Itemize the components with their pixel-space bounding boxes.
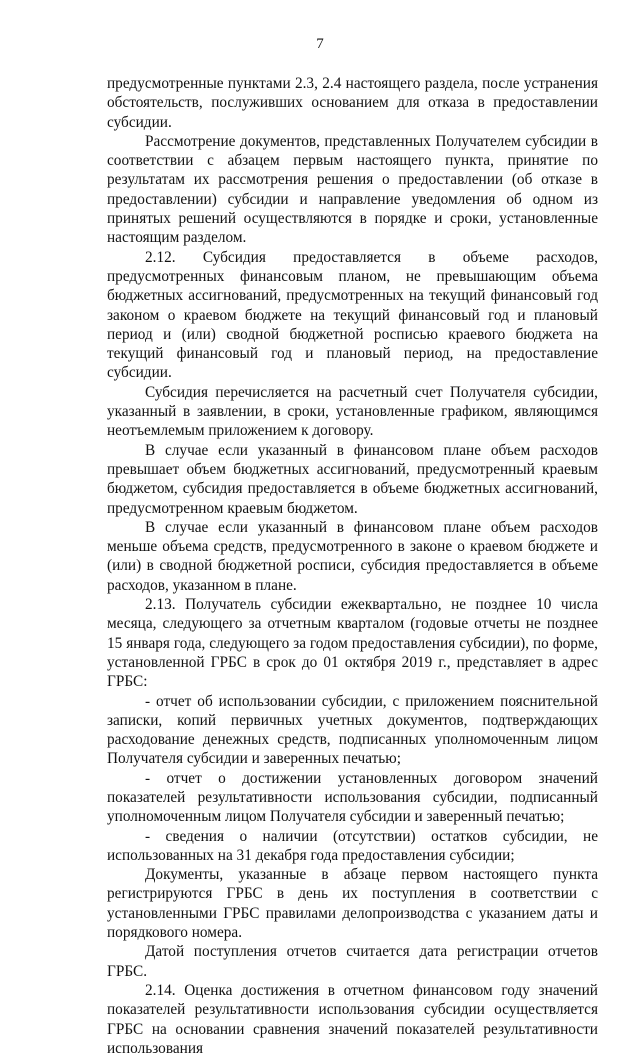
list-item-performance-report: - отчет о достижении установленных договором значений показателей результативности использования субсидии, подписанный уполномоченным лицом Получателя субсидии и заверенный печатью; bbox=[107, 769, 598, 826]
paragraph-transfer-account: Субсидия перечисляется на расчетный счет Получателя субсидии, указанный в заявлении, в сроки, установленные графиком, являющимся неотъемлемым приложением к договору. bbox=[107, 383, 598, 440]
paragraph-2-13: 2.13. Получатель субсидии ежеквартально, не позднее 10 числа месяца, следующего за отчетным кварталом (годовые отчеты не позднее 15 января года, следующего за годом предоставления субсидии), по форме, установленной ГРБС в срок до 01 октября 2019 г., представляет в адрес ГРБС: bbox=[107, 596, 598, 691]
list-item-balance-info: - сведения о наличии (отсутствии) остатков субсидии, не использованных на 31 декабря года предоставления субсидии; bbox=[107, 827, 598, 864]
paragraph-2-12: 2.12. Субсидия предоставляется в объеме расходов, предусмотренных финансовым планом, не превышающим объема бюджетных ассигнований, предусмотренных на текущий финансовый год законом о краевом бюджете на текущий финансовый год и плановый период и (или) сводной бюджетной росписью краевого бюджета на текущий финансовый год и плановый период, на предоставление субсидии. bbox=[107, 248, 598, 382]
paragraph-document-review: Рассмотрение документов, представленных Получателем субсидии в соответствии с абзацем первым настоящего пункта, принятие по результатам их рассмотрения решения о предоставлении (об отказе в предоставлении) субсидии и направление уведомления об одном из принятых решений осуществляются в порядке и сроки, установленные настоящим разделом. bbox=[107, 132, 598, 247]
paragraph-2-14: 2.14. Оценка достижения в отчетном финансовом году значений показателей результативности использования субсидии осуществляется ГРБС на основании сравнения значений показателей результативности использования bbox=[107, 981, 598, 1057]
paragraph-registration: Документы, указанные в абзаце первом настоящего пункта регистрируются ГРБС в день их поступления в соответствии с установленными ГРБС правилами делопроизводства с указанием даты и порядкового номера. bbox=[107, 866, 598, 942]
paragraph-continuation: предусмотренные пунктами 2.3, 2.4 настоящего раздела, после устранения обстоятельств, послуживших основанием для отказа в предоставлении субсидии. bbox=[107, 75, 598, 131]
page-number: 7 bbox=[316, 36, 324, 52]
paragraph-receipt-date: Датой поступления отчетов считается дата регистрации отчетов ГРБС. bbox=[107, 943, 598, 980]
list-item-usage-report: - отчет об использовании субсидии, с приложением пояснительной записки, копий первичных учетных документов, подтверждающих расходование денежных средств, подписанных уполномоченным лицом Получателя субсидии и заверенных печатью; bbox=[107, 692, 598, 768]
paragraph-less-than-budget: В случае если указанный в финансовом плане объем расходов меньше объема средств, предусмотренного в законе о краевом бюджете и (или) в сводной бюджетной росписи, субсидия предоставляется в объеме расходов, указанном в плане. bbox=[107, 518, 598, 594]
paragraph-exceeds-budget: В случае если указанный в финансовом плане объем расходов превышает объем бюджетных ассигнований, предусмотренный краевым бюджетом, субсидия предоставляется в объеме бюджетных ассигнований, предусмотренном краевым бюджетом. bbox=[107, 441, 598, 517]
document-body bbox=[107, 74, 598, 1058]
